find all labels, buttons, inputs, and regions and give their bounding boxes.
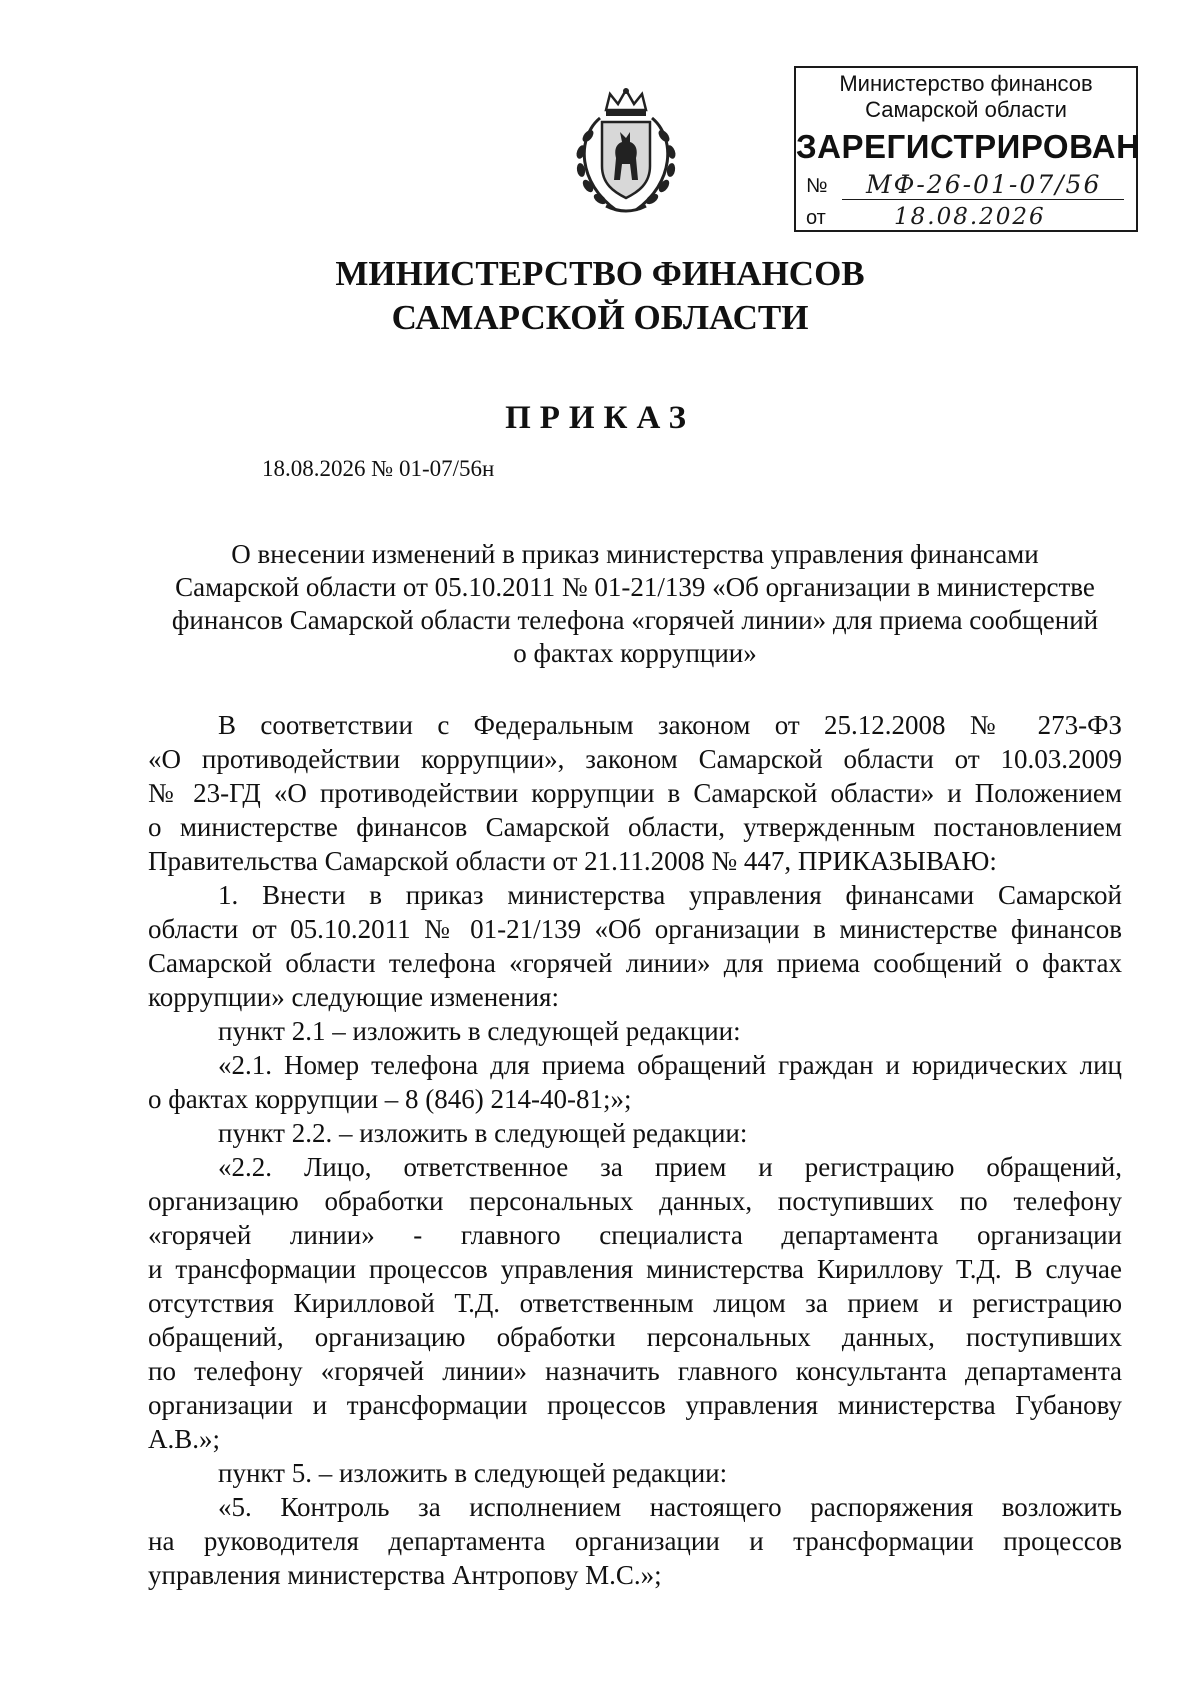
document-subject [140,538,1130,670]
body-line: пункт 5. – изложить в следующей редакции: [218,1458,728,1488]
stamp-date-row [806,202,1124,232]
document-type: ПРИКАЗ [505,400,695,436]
body-line: обращений, организацию обработки персональных данных, поступивших [148,1322,1122,1352]
body-line: на руководителя департамента организации и трансформации процессов [148,1526,1122,1556]
body-line: о министерстве финансов Самарской области, утвержденным постановлением [148,812,1122,842]
body-line: «О противодействии коррупции», законом Самарской области от 10.03.2009 [148,744,1122,774]
body-line: А.В.»; [148,1424,221,1454]
subject-line: о фактах коррупции» [513,638,757,668]
body-line: пункт 2.1 – изложить в следующей редакции: [218,1016,741,1046]
stamp-number-handwritten: МФ-26-01-07/56 [842,171,1124,200]
subject-line: финансов Самарской области телефона «горячей линии» для приема сообщений [171,605,1099,635]
body-line: № 23-ГД «О противодействии коррупции в Самарской области» и Положением [148,778,1122,808]
body-line: «2.1. Номер телефона для приема обращений граждан и юридических лиц [218,1050,1122,1080]
body-line: отсутствия Кирилловой Т.Д. ответственным лицом за прием и регистрацию [148,1288,1122,1318]
body-line: и трансформации процессов управления министерства Кириллову Т.Д. В случае [148,1254,1122,1284]
document-body [148,708,1122,1592]
ministry-title-line2: САМАРСКОЙ ОБЛАСТИ [391,298,809,337]
coat-of-arms-emblem [566,88,686,218]
ministry-title-line1: МИНИСТЕРСТВО ФИНАНСОВ [335,254,865,293]
stamp-date-handwritten: 18.08.2026 [842,203,1124,232]
stamp-number-prefix: № [806,175,828,197]
body-line: Самарской области телефона «горячей линии» для приема сообщений о фактах [148,948,1122,978]
subject-line: О внесении изменений в приказ министерства управления финансами [231,539,1039,569]
body-line: 1. Внести в приказ министерства управления финансами Самарской [218,880,1122,910]
body-line: коррупции» следующие изменения: [148,982,559,1012]
stamp-org-line2: Самарской области [865,97,1067,122]
body-line: «2.2. Лицо, ответственное за прием и регистрацию обращений, [218,1152,1122,1182]
stamp-org-line1: Министерство финансов [839,71,1093,96]
body-line: о фактах коррупции – 8 (846) 214-40-81;»; [148,1084,632,1114]
stamp-date-prefix: от [806,207,826,229]
body-line: «5. Контроль за исполнением настоящего распоряжения возложить [218,1492,1122,1522]
body-line: области от 05.10.2011 № 01-21/139 «Об организации в министерстве финансов [148,914,1122,944]
body-line: пункт 2.2. – изложить в следующей редакции: [218,1118,748,1148]
body-line: «горячей линии» - главного специалиста департамента организации [148,1220,1122,1250]
stamp-status: ЗАРЕГИСТРИРОВАН [796,128,1141,165]
body-line: Правительства Самарской области от 21.11.2008 № 447, ПРИКАЗЫВАЮ: [148,846,997,876]
body-line: по телефону «горячей линии» назначить главного консультанта департамента [148,1356,1122,1386]
stamp-number-row [806,170,1124,200]
registration-stamp [794,66,1141,232]
document-date-number: 18.08.2026 № 01-07/56н [262,456,495,481]
body-line: управления министерства Антропову М.С.»; [148,1560,662,1590]
body-line: организации и трансформации процессов управления министерства Губанову [148,1390,1122,1420]
body-line: В соответствии с Федеральным законом от 25.12.2008 № 273-ФЗ [218,710,1122,740]
subject-line: Самарской области от 05.10.2011 № 01-21/139 «Об организации в министерстве [175,572,1095,602]
body-line: организацию обработки персональных данных, поступивших по телефону [148,1186,1122,1216]
